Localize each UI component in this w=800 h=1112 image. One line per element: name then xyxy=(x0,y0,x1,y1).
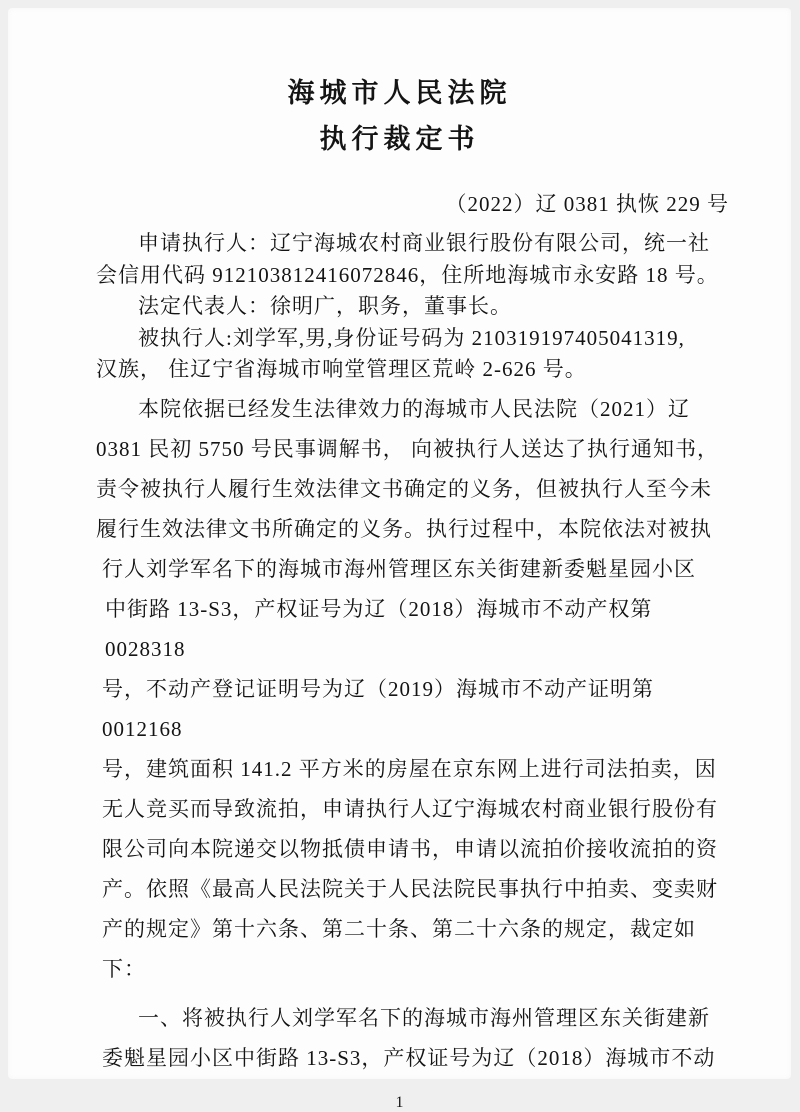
text-line: 申请执行人：辽宁海城农村商业银行股份有限公司，统一社 xyxy=(138,231,710,255)
parties-section xyxy=(8,228,791,386)
text-line: 行人刘学军名下的海城市海州管理区东关街建新委魁星园小区 xyxy=(102,556,696,581)
text-line: 无人竞买而导致流拍，申请执行人辽宁海城农村商业银行股份有 xyxy=(102,796,718,821)
text-line: 产。依照《最高人民法院关于人民法院民事执行中拍卖、变卖财 xyxy=(102,876,718,901)
text-line: 号，不动产登记证明号为辽（2019）海城市不动产证明第 0012168 xyxy=(102,676,661,741)
text-line: 号，建筑面积 141.2 平方米的房屋在京东网上进行司法拍卖，因 xyxy=(102,756,717,781)
text-line: 委魁星园小区中街路 13-S3，产权证号为辽（2018）海城市不动 xyxy=(102,1045,716,1070)
text-line: 法定代表人：徐明广，职务，董事长。 xyxy=(138,294,512,318)
text-line: 汉族， 住辽宁省海城市响堂管理区荒岭 2-626 号。 xyxy=(96,357,587,381)
text-line: 0381 民初 5750 号民事调解书， 向被执行人送达了执行通知书， xyxy=(96,436,719,461)
ruling-section xyxy=(8,998,791,1078)
document-page xyxy=(8,8,791,1111)
text-line: 本院依据已经发生法律效力的海城市人民法院（2021）辽 xyxy=(138,396,690,421)
court-name: 海城市人民法院 xyxy=(287,78,512,108)
document-type-title: 执行裁定书 xyxy=(319,124,480,154)
facts-section xyxy=(8,389,791,989)
text-line: 会信用代码 912103812416072846，住所地海城市永安路 18 号。 xyxy=(96,262,719,287)
text-line: 限公司向本院递交以物抵债申请书，申请以流拍价接收流拍的资 xyxy=(102,836,718,861)
text-line: 履行生效法律文书所确定的义务。执行过程中，本院依法对被执 xyxy=(96,516,712,541)
text-line: 中街路 13-S3，产权证号为辽（2018）海城市不动产权第 0028318 xyxy=(105,596,659,661)
document-header xyxy=(8,8,791,162)
page-number: 1 xyxy=(395,1093,404,1111)
text-line: 产的规定》第十六条、第二十条、第二十六条的规定，裁定如下： xyxy=(102,916,696,981)
text-line: 一、将被执行人刘学军名下的海城市海州管理区东关街建新 xyxy=(138,1005,710,1030)
text-line: 被执行人:刘学军,男,身份证号码为 210319197405041319, xyxy=(138,325,685,350)
case-number: （2022）辽 0381 执恢 229 号 xyxy=(445,192,729,216)
text-line: 责令被执行人履行生效法律文书确定的义务，但被执行人至今未 xyxy=(96,476,712,501)
